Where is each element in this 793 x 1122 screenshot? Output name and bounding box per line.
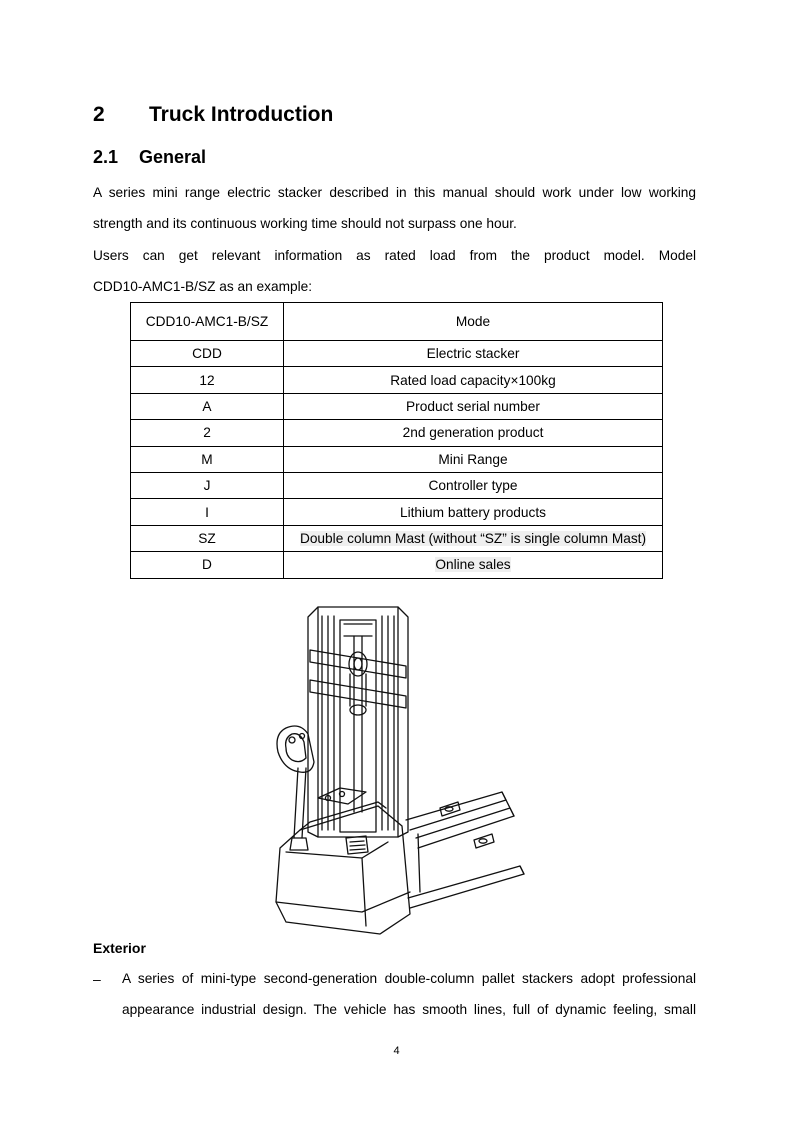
exterior-bullet-line-2: appearance industrial design. The vehicle has smooth lines, full of dynamic feeling, small: [122, 1002, 696, 1017]
table-cell-code: CDD: [131, 341, 284, 367]
table-row: [131, 446, 663, 472]
table-cell-code: M: [131, 446, 284, 472]
table-cell-code: J: [131, 472, 284, 498]
table-header-cell: CDD10-AMC1-B/SZ: [131, 303, 284, 341]
table-cell-code: I: [131, 499, 284, 525]
exterior-heading: Exterior: [93, 940, 146, 956]
highlighted-text: Online sales: [435, 557, 511, 573]
paragraph-2-line-2: CDD10-AMC1-B/SZ as an example:: [93, 279, 313, 294]
bullet-marker: –: [93, 971, 101, 987]
table-row: [131, 525, 663, 551]
table-cell-meaning: Product serial number: [284, 393, 663, 419]
table-cell-meaning: Mini Range: [284, 446, 663, 472]
table-cell-code: SZ: [131, 525, 284, 551]
table-row: [131, 341, 663, 367]
table-cell-meaning: 2nd generation product: [284, 420, 663, 446]
pallet-stacker-illustration: [270, 602, 530, 942]
table-row: [131, 393, 663, 419]
subsection-number: 2.1: [93, 147, 119, 167]
table-header-cell: Mode: [284, 303, 663, 341]
exterior-bullet-line-1: A series of mini-type second-generation double-column pallet stackers adopt professional: [122, 971, 696, 986]
table-cell-code: 12: [131, 367, 284, 393]
model-code-table: [130, 302, 663, 579]
table-row: [131, 499, 663, 525]
section-number: 2: [93, 103, 105, 126]
table-cell-meaning: Rated load capacity×100kg: [284, 367, 663, 393]
table-cell-code: D: [131, 552, 284, 578]
paragraph-2-line-1: Users can get relevant information as rated load from the product model. Model: [93, 248, 696, 263]
table-cell-meaning: Lithium battery products: [284, 499, 663, 525]
table-cell-code: A: [131, 393, 284, 419]
table-row: [131, 552, 663, 578]
paragraph-1-line-2: strength and its continuous working time should not surpass one hour.: [93, 216, 517, 231]
highlighted-text: Double column Mast (without “SZ” is single column Mast): [299, 530, 647, 546]
table-cell-meaning: Controller type: [284, 472, 663, 498]
table-cell-meaning: [284, 525, 663, 551]
table-cell-code: 2: [131, 420, 284, 446]
table-row: [131, 420, 663, 446]
subsection-title: General: [139, 147, 207, 167]
page-number: 4: [393, 1045, 400, 1057]
table-row: [131, 367, 663, 393]
table-header-row: [131, 303, 663, 341]
table-row: [131, 472, 663, 498]
table-cell-meaning: Electric stacker: [284, 341, 663, 367]
table-cell-meaning: [284, 552, 663, 578]
paragraph-1-line-1: A series mini range electric stacker described in this manual should work under low working: [93, 185, 696, 200]
section-title: Truck Introduction: [149, 103, 334, 126]
